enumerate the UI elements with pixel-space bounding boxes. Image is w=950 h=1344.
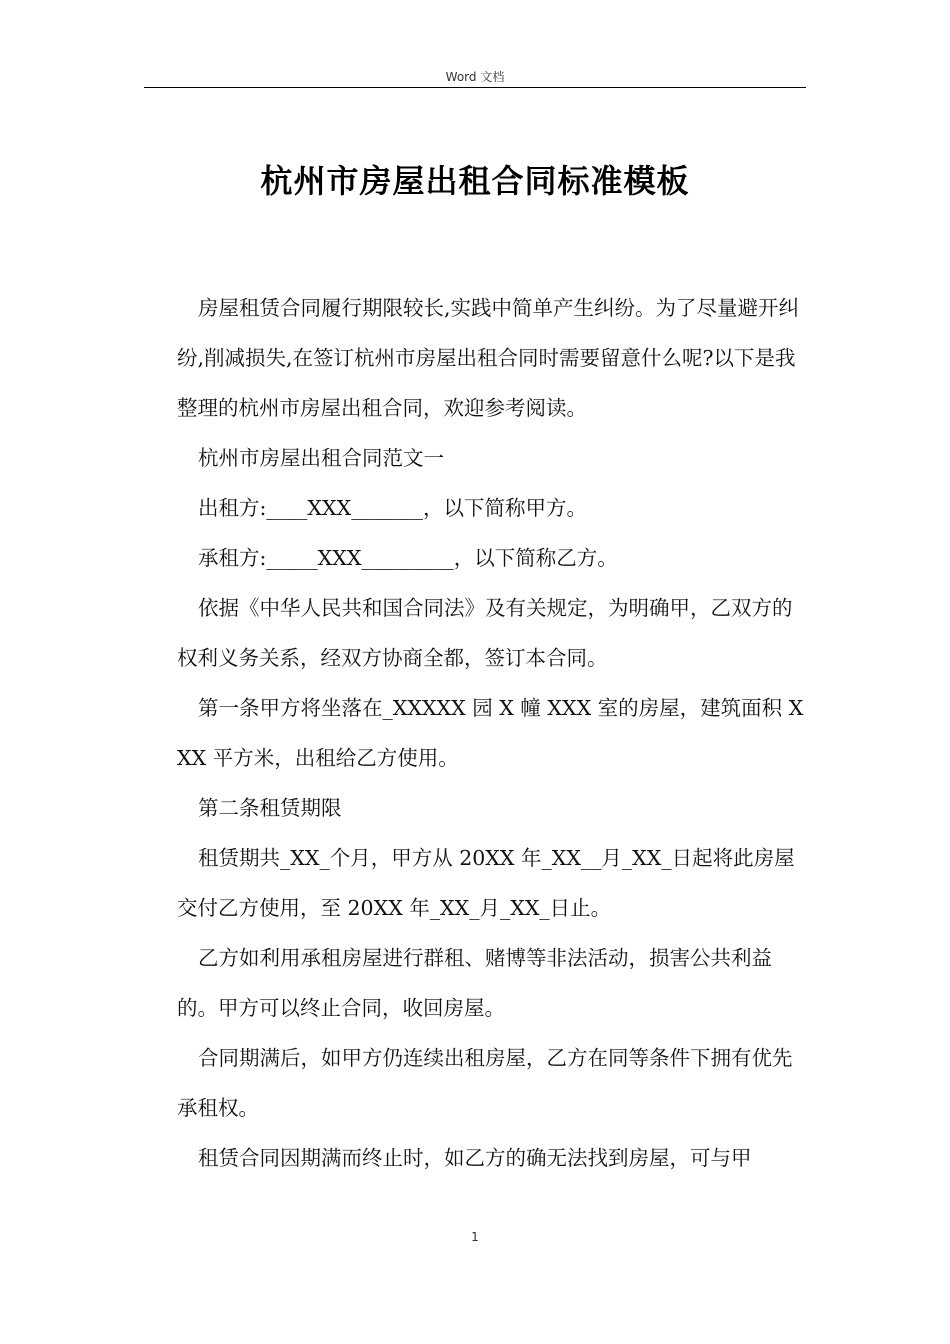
page-number: 1 — [471, 1230, 479, 1244]
document-title: 杭州市房屋出租合同标准模板 — [260, 162, 690, 200]
paragraph-illegal-use: 乙方如利用承租房屋进行群租、赌博等非法活动，损害公共利益的。甲方可以终止合同，收回房屋。 — [177, 946, 772, 1020]
paragraph-basis: 依据《中华人民共和国合同法》及有关规定，为明确甲，乙双方的权利义务关系，经双方协商全都，签订本合同。 — [177, 596, 793, 670]
paragraph-article-1: 第一条甲方将坐落在_XXXXX 园 X 幢 XXX 室的房屋，建筑面积 XXX 平方米，出租给乙方使用。 — [177, 696, 804, 770]
header-divider — [144, 87, 806, 88]
paragraph-termination: 租赁合同因期满而终止时，如乙方的确无法找到房屋，可与甲 — [198, 1146, 752, 1170]
paragraph-lease-term: 租赁期共_XX_个月，甲方从 20XX 年_XX__月_XX_日起将此房屋交付乙方使用，至 20XX 年_XX_月_XX_日止。 — [177, 846, 795, 920]
paragraph-lessor: 出租方:____XXX_______，以下简称甲方。 — [198, 496, 587, 520]
document-body — [177, 283, 805, 1183]
paragraph-intro: 房屋租赁合同履行期限较长,实践中简单产生纠纷。为了尽量避开纠纷,削减损失,在签订杭州市房屋出租合同时需要留意什么呢?以下是我整理的杭州市房屋出租合同，欢迎参考阅读。 — [177, 296, 800, 420]
paragraph-renewal: 合同期满后，如甲方仍连续出租房屋，乙方在同等条件下拥有优先承租权。 — [177, 1046, 793, 1120]
paragraph-lessee: 承租方:_____XXX_________，以下简称乙方。 — [198, 546, 618, 570]
paragraph-article-2-heading: 第二条租赁期限 — [198, 796, 342, 820]
paragraph-sample-heading: 杭州市房屋出租合同范文一 — [198, 446, 444, 470]
page-header: Word 文档 — [445, 70, 505, 84]
